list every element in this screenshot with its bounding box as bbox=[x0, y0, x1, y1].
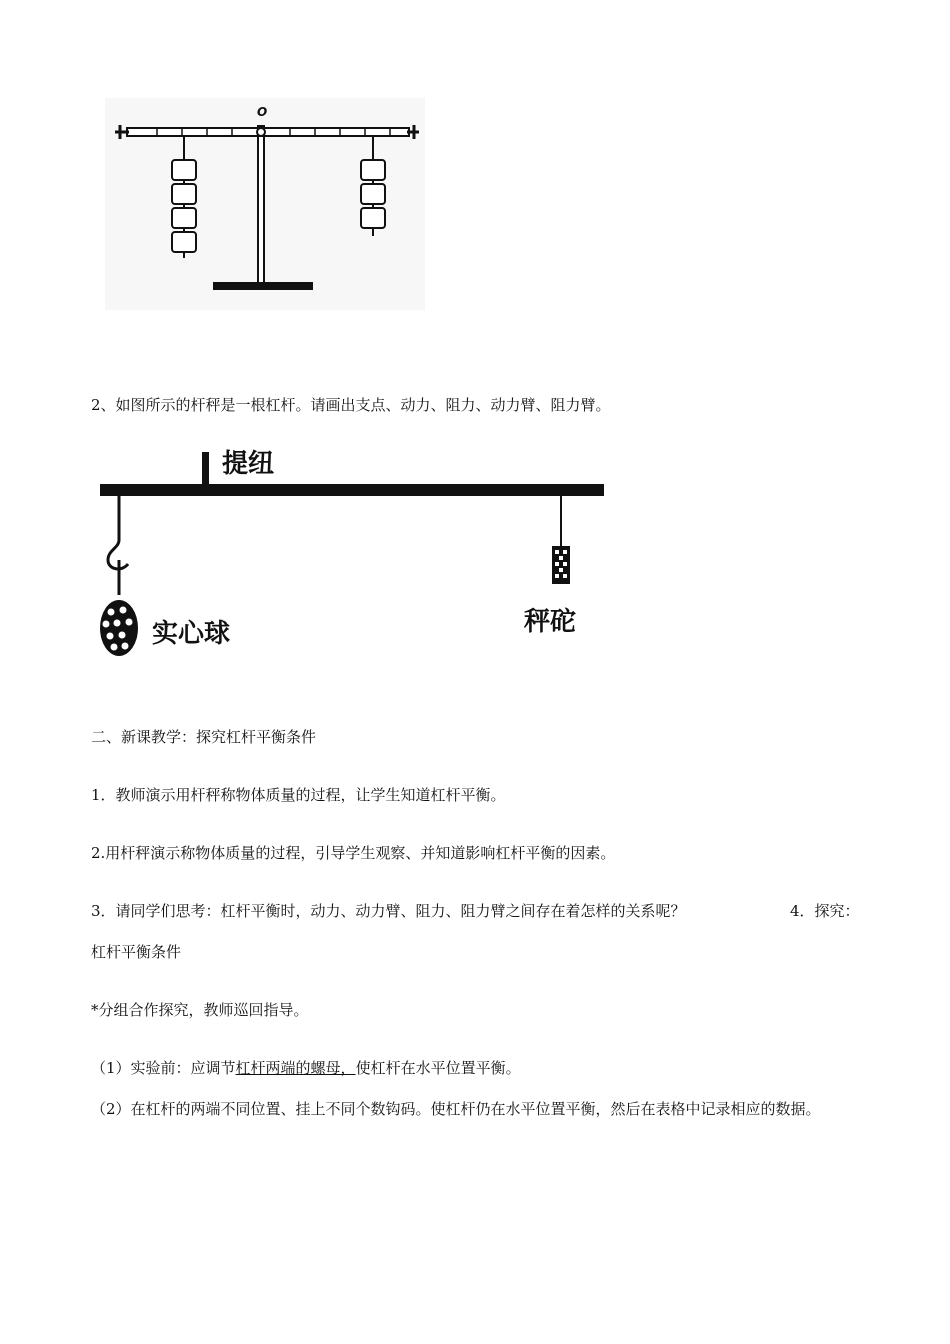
item-1: 1．教师演示用杆秤称物体质量的过程，让学生知道杠杆平衡。 bbox=[91, 786, 506, 804]
steelyard-figure bbox=[92, 440, 612, 665]
lever-balance-figure bbox=[105, 98, 425, 310]
item-3: 3．请同学们思考：杠杆平衡时，动力、动力臂、阻力、阻力臂之间存在着怎样的关系呢？ bbox=[91, 902, 686, 920]
steelyard-weight bbox=[552, 546, 570, 584]
handle-label: 提纽 bbox=[222, 449, 275, 479]
question-2-text: 2、如图所示的杆秤是一根杠杆。请画出支点、动力、阻力、动力臂、阻力臂。 bbox=[91, 396, 611, 414]
fulcrum-label: O bbox=[257, 105, 268, 119]
steelyard-hook bbox=[108, 496, 128, 595]
step-1-prefix: （1）实验前：应调节 bbox=[91, 1059, 236, 1077]
section-heading: 二、新课教学：探究杠杆平衡条件 bbox=[91, 728, 317, 746]
item-2: 2.用杆秤演示称物体质量的过程，引导学生观察、并知道影响杠杆平衡的因素。 bbox=[91, 844, 616, 862]
step-1-underlined: 杠杆两端的螺母， bbox=[235, 1059, 356, 1077]
lever-stand-base bbox=[213, 282, 313, 290]
ball-label: 实心球 bbox=[152, 619, 231, 649]
item-4-prefix: 4．探究： bbox=[790, 902, 860, 920]
item-4-rest: 杠杆平衡条件 bbox=[91, 943, 182, 961]
group-note: *分组合作探究，教师巡回指导。 bbox=[91, 1001, 309, 1019]
step-1-suffix: 使杠杆在水平位置平衡。 bbox=[355, 1059, 521, 1077]
step-2: （2）在杠杆的两端不同位置、挂上不同个数钩码。使杠杆仍在水平位置平衡，然后在表格中记录相应的数据。 bbox=[91, 1100, 821, 1118]
steelyard-beam bbox=[100, 484, 604, 496]
lever-stand-pole bbox=[258, 126, 264, 284]
weight-label: 秤砣 bbox=[524, 607, 577, 637]
step-1 bbox=[91, 1058, 521, 1078]
solid-ball bbox=[100, 600, 138, 656]
lever-beam bbox=[127, 128, 409, 136]
fulcrum-pivot bbox=[257, 128, 265, 136]
